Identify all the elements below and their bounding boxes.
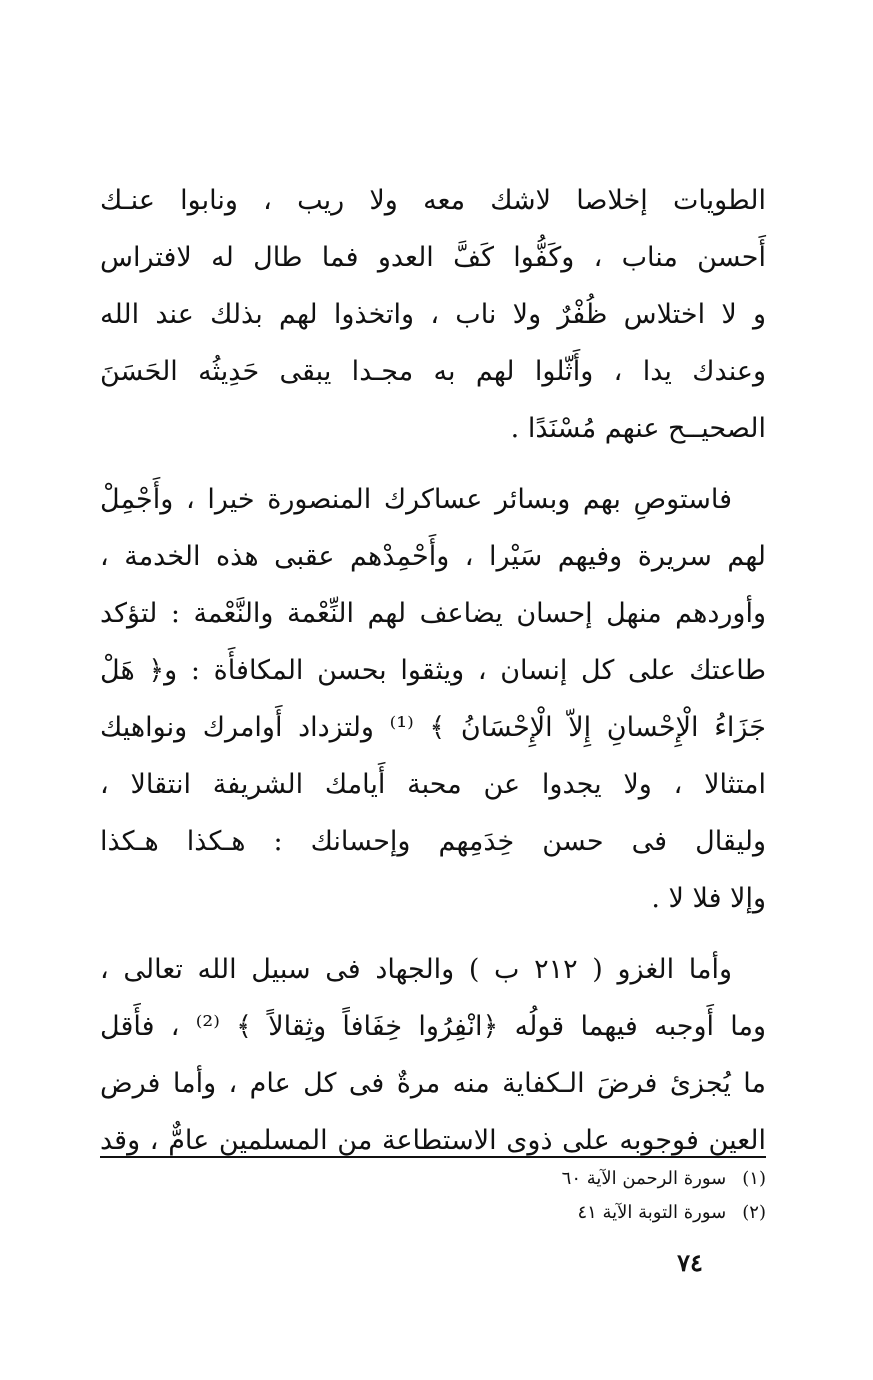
text-line: لهم سريرة وفيهم سَيْرا ، وأَحْمِدْهم عقبى هذه الخدمة ، <box>100 541 766 572</box>
footnote-1 <box>420 1162 766 1196</box>
body-text <box>100 172 766 1169</box>
text-line: الطويات إخلاصا لاشك معه ولا ريب ، ونابوا عنـك <box>100 185 766 216</box>
text-line: فاستوصِ بهم وبسائر عساكرك المنصورة خيرا ، وأَجْمِلْ <box>100 484 732 515</box>
footnote-2 <box>420 1196 766 1230</box>
paragraph-2 <box>100 471 766 927</box>
text-line: وما أَوجبه فيهما قولُه ﴿انْفِرُوا خِفَافاً وثِقالاً ﴾ ⁽²⁾ ، فأَقل <box>100 1011 766 1042</box>
paragraph-3 <box>100 941 766 1169</box>
text-line: امتثالا ، ولا يجدوا عن محبة أَيامك الشريفة انتقالا ، <box>100 769 766 800</box>
paragraph-1 <box>100 172 766 457</box>
text-line: وأما الغزو ( ٢١٢ ب ) والجهاد فى سبيل الله تعالى ، <box>100 954 732 985</box>
text-line: جَزَاءُ الْإِحْسانِ إِلاّ الْإِحْسَانُ ﴾ ⁽¹⁾ ولتزداد أَوامرك ونواهيك <box>100 712 766 743</box>
footnotes <box>420 1162 766 1230</box>
footnote-text: سورة التوبة الآية ٤١ <box>577 1202 727 1223</box>
text-line: الصحيــح عنهم مُسْنَدًا . <box>510 413 766 444</box>
text-line: أَحسن مناب ، وكَفُّوا كَفَّ العدو فما طال له لافتراس <box>100 242 766 273</box>
page-number: ٧٤ <box>677 1248 703 1277</box>
footnote-text: سورة الرحمن الآية ٦٠ <box>561 1168 727 1189</box>
text-line: وأوردهم منهل إحسان يضاعف لهم النِّعْمة والنَّعْمة : لتؤكد <box>100 598 766 629</box>
footnote-number: (٢) <box>742 1202 766 1223</box>
text-line: وليقال فى حسن خِدَمِهم وإحسانك : هـكذا هـكذا <box>100 826 766 857</box>
footnote-number: (١) <box>742 1168 766 1189</box>
text-line <box>100 1112 766 1169</box>
underlined-text: العين فوجوبه على ذوى الاستطاعة من المسلمين عامٌّ ، وقد <box>100 1125 766 1156</box>
text-line: ما يُجزئ فرضَ الـكفاية منه مرةٌ فى كل عام ، وأما فرض <box>100 1068 766 1099</box>
text-line: طاعتك على كل إنسان ، ويثقوا بحسن المكافأَة : و﴿ هَلْ <box>100 655 766 686</box>
text-line: وإلا فلا لا . <box>651 883 766 914</box>
text-line: و لا اختلاس ظُفْرٌ ولا ناب ، واتخذوا لهم بذلك عند الله <box>100 299 766 330</box>
text-line: وعندك يدا ، وأَثّلوا لهم به مجـدا يبقى حَدِيثُه الحَسَنَ <box>100 356 766 387</box>
